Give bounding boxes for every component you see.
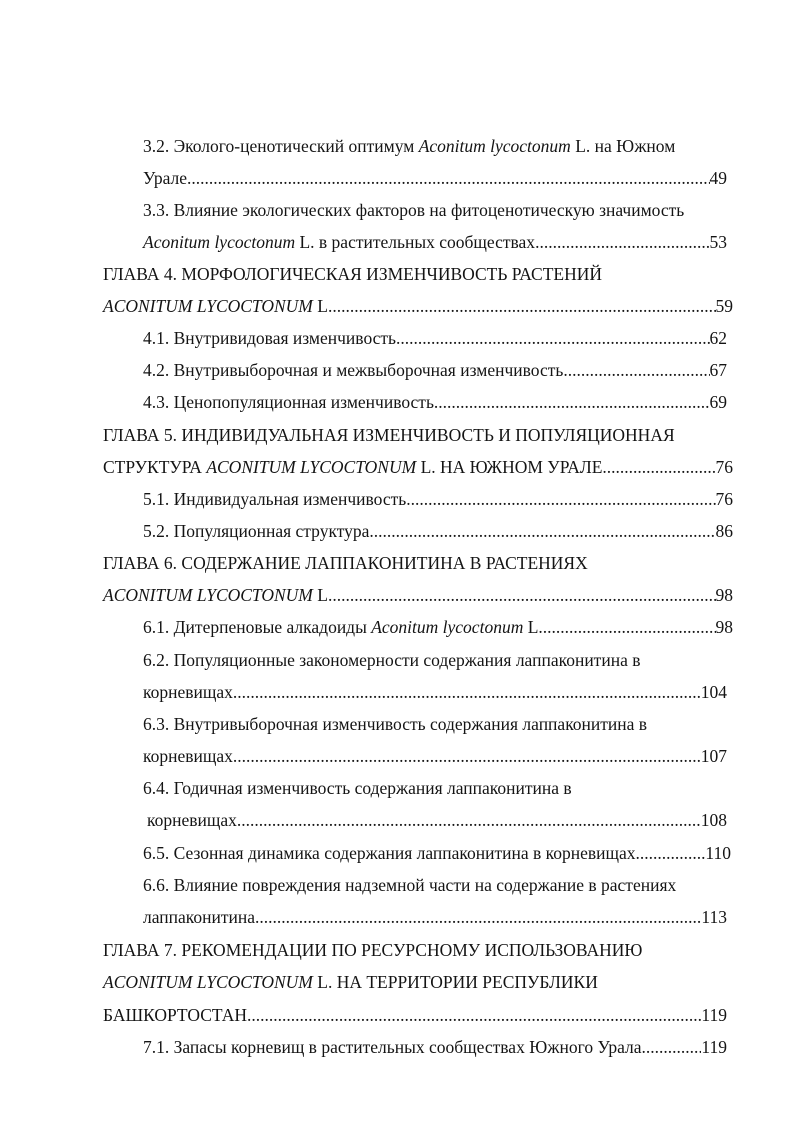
toc-entry-3-3-title [143, 198, 733, 222]
dot-leader [247, 1003, 701, 1027]
toc-entry-3-2-title [143, 134, 723, 158]
dot-leader [636, 841, 706, 865]
toc-entry-title: 4.1. Внутривидовая изменчивость [143, 328, 397, 348]
page-number: 69 [709, 392, 727, 412]
toc-entry-4-2 [143, 358, 727, 382]
page-number: 107 [700, 746, 727, 766]
toc-entry-title: 4.3. Ценопопуляционная изменчивость [143, 392, 434, 412]
dot-leader [237, 808, 701, 832]
toc-chapter-4-title [103, 262, 723, 286]
toc-entry-title: 6.2. Популяционные закономерности содержания лаппаконитина в [143, 650, 641, 670]
toc-entry-continuation-end: L. НА ЮЖНОМ УРАЛЕ [416, 457, 603, 477]
toc-entry-continuation: L. [312, 296, 333, 316]
dot-leader [406, 487, 715, 511]
toc-entry-6-3-leader [143, 744, 727, 768]
dot-leader [369, 519, 715, 543]
toc-chapter-7-title [103, 938, 723, 962]
dot-leader [332, 583, 715, 607]
toc-entry-6-2-leader [143, 680, 727, 704]
toc-entry-continuation: СТРУКТУРА [103, 457, 207, 477]
toc-entry-title: 6.3. Внутривыборочная изменчивость содержания лаппаконитина в [143, 714, 648, 734]
page-number: 113 [701, 907, 727, 927]
toc-entry-continuation: лаппаконитина [143, 907, 256, 927]
dot-leader [396, 326, 709, 350]
dot-leader [233, 680, 701, 704]
page-number: 62 [709, 328, 727, 348]
toc-entry-title: 3.3. Влияние экологических факторов на фитоценотическую значимость [143, 200, 685, 220]
toc-chapter-5-title [103, 423, 733, 447]
dot-leader [543, 615, 716, 639]
toc-chapter-5-leader [103, 455, 733, 479]
toc-entry-title: 5.2. Популяционная структура [143, 521, 370, 541]
toc-entry-3-3-leader [143, 230, 727, 254]
dot-leader [434, 390, 710, 414]
toc-entry-continuation: БАШКОРТОСТАН [103, 1005, 248, 1025]
chapter-title: ГЛАВА 6. СОДЕРЖАНИЕ ЛАППАКОНИТИНА В РАСТЕНИЯХ [103, 553, 588, 573]
toc-chapter-6-title [103, 551, 723, 575]
species-name: ACONITUM LYCOCTONUM [103, 585, 313, 605]
species-name: ACONITUM LYCOCTONUM [103, 972, 313, 992]
toc-entry-6-2-title [143, 648, 723, 672]
page-number: 119 [701, 1005, 727, 1025]
toc-entry-7-1 [143, 1035, 727, 1059]
chapter-title: ГЛАВА 7. РЕКОМЕНДАЦИИ ПО РЕСУРСНОМУ ИСПОЛЬЗОВАНИЮ [103, 940, 643, 960]
toc-entry-6-1 [143, 615, 733, 639]
page-number: 67 [709, 360, 727, 380]
toc-entry-title: 7.1. Запасы корневищ в растительных сообществах Южного Урала [143, 1037, 642, 1057]
dot-leader [602, 455, 715, 479]
toc-chapter-4-leader [103, 294, 733, 318]
toc-entry-continuation: корневищах [147, 810, 237, 830]
toc-entry-6-4-title [143, 776, 723, 800]
page-number: 98 [715, 585, 733, 605]
page-number: 76 [715, 457, 733, 477]
dot-leader [332, 294, 715, 318]
toc-chapter-7-continuation [103, 970, 723, 994]
dot-leader [535, 230, 709, 254]
dot-leader [642, 1035, 702, 1059]
toc-entry-6-6-title [143, 873, 733, 897]
toc-entry-3-2-leader [143, 166, 727, 190]
page-number: 53 [709, 232, 727, 252]
chapter-title: ГЛАВА 4. МОРФОЛОГИЧЕСКАЯ ИЗМЕНЧИВОСТЬ РАСТЕНИЙ [103, 264, 603, 284]
toc-entry-continuation: корневищах [143, 746, 233, 766]
page-number: 98 [715, 617, 733, 637]
toc-entry-5-2 [143, 519, 733, 543]
toc-entry-6-4-leader [147, 808, 727, 832]
toc-entry-title: 4.2. Внутривыборочная и межвыборочная изменчивость [143, 360, 564, 380]
toc-entry-continuation: Урале [143, 168, 188, 188]
species-name: ACONITUM LYCOCTONUM [103, 296, 313, 316]
toc-entry-title: 6.5. Сезонная динамика содержания лаппаконитина в корневищах [143, 843, 636, 863]
toc-entry-title: 6.4. Годичная изменчивость содержания лаппаконитина в [143, 778, 572, 798]
page-number: 59 [715, 296, 733, 316]
page-number: 86 [715, 521, 733, 541]
species-name: ACONITUM LYCOCTONUM [206, 457, 417, 477]
toc-entry-4-3 [143, 390, 727, 414]
page-number: 76 [715, 489, 733, 509]
page-number: 108 [700, 810, 727, 830]
toc-entry-4-1 [143, 326, 727, 350]
toc-entry-title: 6.6. Влияние повреждения надземной части на содержание в растениях [143, 875, 677, 895]
page-number: 119 [701, 1037, 727, 1057]
toc-chapter-6-leader [103, 583, 733, 607]
species-name: Aconitum lycoctonum [371, 617, 524, 637]
toc-entry-5-1 [143, 487, 733, 511]
toc-entry-title-end: L. [523, 617, 543, 637]
toc-entry-6-6-leader [143, 905, 727, 929]
chapter-title: ГЛАВА 5. ИНДИВИДУАЛЬНАЯ ИЗМЕНЧИВОСТЬ И ПОПУЛЯЦИОННАЯ [103, 425, 675, 445]
toc-entry-title-end: L. на Южном [570, 136, 676, 156]
page-number: 49 [709, 168, 727, 188]
dot-leader [187, 166, 709, 190]
dot-leader [563, 358, 709, 382]
toc-entry-6-5 [143, 841, 731, 865]
dot-leader [255, 905, 701, 929]
toc-entry-title: 6.1. Дитерпеновые алкадоиды [143, 617, 372, 637]
toc-entry-continuation: L. НА ТЕРРИТОРИИ РЕСПУБЛИКИ [312, 972, 598, 992]
page-number: 110 [705, 843, 731, 863]
species-name: Aconitum lycoctonum [143, 232, 296, 252]
toc-entry-title: 3.2. Эколого-ценотический оптимум [143, 136, 419, 156]
page-number: 104 [700, 682, 727, 702]
species-name: Aconitum lycoctonum [418, 136, 571, 156]
toc-entry-6-3-title [143, 712, 723, 736]
toc-entry-continuation: L. в растительных сообществах [295, 232, 536, 252]
toc-entry-title: 5.1. Индивидуальная изменчивость [143, 489, 407, 509]
dot-leader [233, 744, 701, 768]
toc-chapter-7-leader [103, 1003, 727, 1027]
toc-entry-continuation: корневищах [143, 682, 233, 702]
toc-entry-continuation: L. [312, 585, 333, 605]
